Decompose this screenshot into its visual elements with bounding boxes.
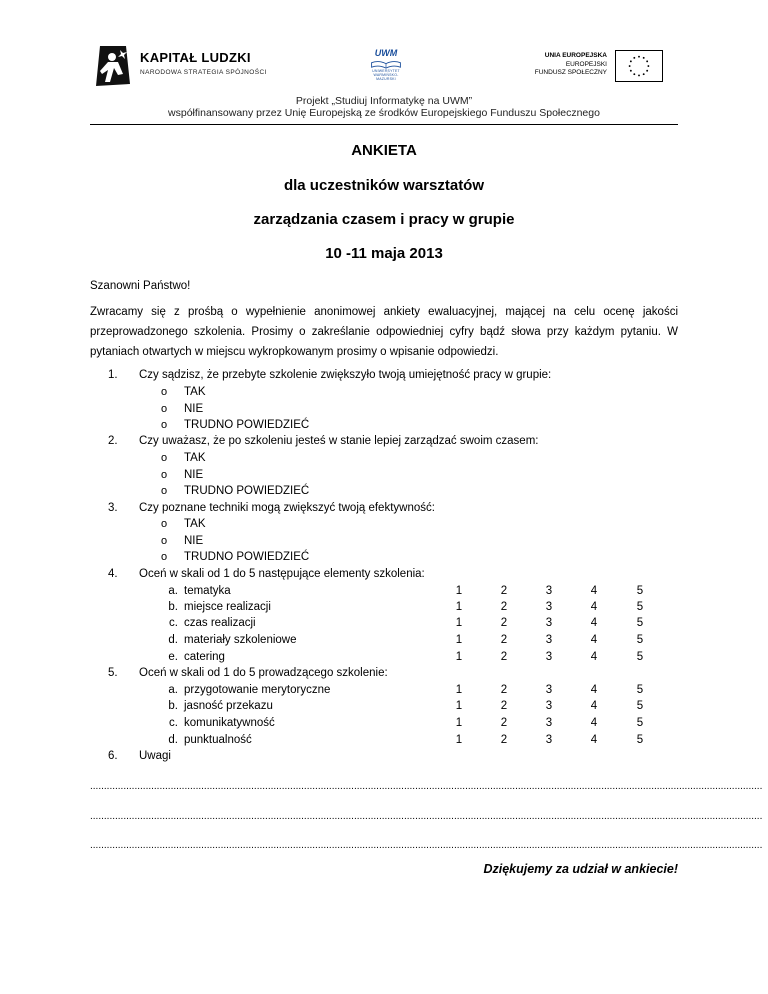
bullet-icon: o — [161, 518, 168, 530]
question-6-text: Uwagi — [139, 750, 171, 762]
rating-4[interactable]: 4 — [590, 717, 598, 729]
question-4-item-e: catering — [184, 651, 225, 663]
question-4-item-c: czas realizacji — [184, 617, 256, 629]
rating-5[interactable]: 5 — [636, 684, 644, 696]
question-5-item-a-letter: a. — [168, 684, 178, 696]
question-5-item-b: jasność przekazu — [184, 700, 273, 712]
eu-line-3: FUNDUSZ SPOŁECZNY — [534, 69, 607, 76]
uwm-logo-subtitle: UNIWERSYTET WARMIŃSKO-MAZURSKI — [372, 69, 400, 81]
rating-1[interactable]: 1 — [455, 684, 463, 696]
rating-2[interactable]: 2 — [500, 634, 508, 646]
rating-3[interactable]: 3 — [545, 601, 553, 613]
bullet-icon: o — [161, 419, 168, 431]
rating-1[interactable]: 1 — [455, 585, 463, 597]
question-4-item-c-letter: c. — [169, 617, 178, 629]
rating-1[interactable]: 1 — [455, 634, 463, 646]
greeting: Szanowni Państwo! — [90, 280, 191, 292]
kapital-ludzki-title: KAPITAŁ LUDZKI — [140, 50, 251, 65]
rating-3[interactable]: 3 — [545, 585, 553, 597]
question-5-text: Oceń w skali od 1 do 5 prowadzącego szkolenie: — [139, 667, 388, 679]
rating-1[interactable]: 1 — [455, 617, 463, 629]
comments-line-1[interactable]: .................................................................................................................................................................................................................................................. — [90, 781, 763, 792]
question-1-text: Czy sądzisz, że przebyte szkolenie zwiększyło twoją umiejętność pracy w grupie: — [139, 369, 552, 381]
rating-3[interactable]: 3 — [545, 700, 553, 712]
rating-2[interactable]: 2 — [500, 700, 508, 712]
question-5-item-b-letter: b. — [168, 700, 178, 712]
thanks-message: Dziękujemy za udział w ankiecie! — [483, 862, 678, 876]
bullet-icon: o — [161, 551, 168, 563]
rating-4[interactable]: 4 — [590, 617, 598, 629]
rating-2[interactable]: 2 — [500, 601, 508, 613]
rating-3[interactable]: 3 — [545, 717, 553, 729]
question-1-option-trudno[interactable]: TRUDNO POWIEDZIEĆ — [184, 419, 310, 431]
bullet-icon: o — [161, 452, 168, 464]
rating-5[interactable]: 5 — [636, 617, 644, 629]
rating-2[interactable]: 2 — [500, 717, 508, 729]
rating-5[interactable]: 5 — [636, 585, 644, 597]
kapital-ludzki-mark-icon — [96, 44, 132, 88]
eu-line-2: EUROPEJSKI — [565, 60, 607, 68]
intro-paragraph: Zwracamy się z prośbą o wypełnienie anonimowej ankiety ewaluacyjnej, mającej na celu ocenę jakości przeprowadzonego szkolenia. Prosimy o zakreślanie odpowiedniej cyfry bądź słowa przy każdym pytaniu. W pytaniach otwartych w miejscu wykropkowanym prosimy o wpisanie odpowiedzi. — [90, 306, 678, 358]
question-2-text: Czy uważasz, że po szkoleniu jesteś w stanie lepiej zarządzać swoim czasem: — [139, 435, 539, 447]
bullet-icon: o — [161, 403, 168, 415]
rating-5[interactable]: 5 — [636, 601, 644, 613]
project-line-1: Projekt „Studiuj Informatykę na UWM” — [295, 95, 473, 107]
rating-3[interactable]: 3 — [545, 651, 553, 663]
survey-subtitle-2: zarządzania czasem i pracy w grupie — [253, 211, 515, 228]
header-divider — [90, 124, 678, 125]
question-5-item-c-letter: c. — [169, 717, 178, 729]
rating-4[interactable]: 4 — [590, 585, 598, 597]
question-3-option-nie[interactable]: NIE — [184, 535, 204, 547]
question-4-item-d: materiały szkoleniowe — [184, 634, 297, 646]
question-6-number: 6. — [108, 750, 118, 762]
question-2-option-trudno[interactable]: TRUDNO POWIEDZIEĆ — [184, 485, 310, 497]
rating-3[interactable]: 3 — [545, 634, 553, 646]
question-4-item-b: miejsce realizacji — [184, 601, 271, 613]
rating-1[interactable]: 1 — [455, 734, 463, 746]
question-3-number: 3. — [108, 502, 118, 514]
survey-subtitle-1: dla uczestników warsztatów — [283, 177, 485, 194]
survey-date: 10 -11 maja 2013 — [325, 245, 443, 262]
rating-2[interactable]: 2 — [500, 734, 508, 746]
uwm-book-icon — [366, 60, 406, 69]
question-1-number: 1. — [108, 369, 118, 381]
question-3-option-trudno[interactable]: TRUDNO POWIEDZIEĆ — [184, 551, 310, 563]
eu-line-1: UNIA EUROPEJSKA — [544, 52, 607, 59]
rating-5[interactable]: 5 — [636, 634, 644, 646]
rating-4[interactable]: 4 — [590, 601, 598, 613]
rating-3[interactable]: 3 — [545, 734, 553, 746]
rating-4[interactable]: 4 — [590, 684, 598, 696]
rating-2[interactable]: 2 — [500, 651, 508, 663]
question-5-number: 5. — [108, 667, 118, 679]
rating-5[interactable]: 5 — [636, 717, 644, 729]
rating-4[interactable]: 4 — [590, 634, 598, 646]
rating-4[interactable]: 4 — [590, 651, 598, 663]
kapital-ludzki-subtitle: NARODOWA STRATEGIA SPÓJNOŚCI — [140, 69, 267, 76]
question-4-item-e-letter: e. — [168, 651, 178, 663]
bullet-icon: o — [161, 485, 168, 497]
question-2-option-tak[interactable]: TAK — [184, 452, 206, 464]
question-4-text: Oceń w skali od 1 do 5 następujące elementy szkolenia: — [139, 568, 425, 580]
eu-logo — [520, 50, 665, 84]
eu-logo-text — [535, 52, 607, 78]
rating-4[interactable]: 4 — [590, 734, 598, 746]
uwm-logo-text: UWM — [374, 48, 398, 58]
rating-2[interactable]: 2 — [500, 684, 508, 696]
question-2-option-nie[interactable]: NIE — [184, 469, 204, 481]
question-4-number: 4. — [108, 568, 118, 580]
question-4-item-a-letter: a. — [168, 585, 178, 597]
question-5-item-d-letter: d. — [168, 734, 178, 746]
rating-5[interactable]: 5 — [636, 734, 644, 746]
rating-2[interactable]: 2 — [500, 617, 508, 629]
comments-line-2[interactable]: .................................................................................................................................................................................................................................................. — [90, 811, 763, 822]
question-5-item-c: komunikatywność — [184, 717, 275, 729]
question-5-item-d: punktualność — [184, 734, 252, 746]
bullet-icon: o — [161, 386, 168, 398]
uwm-logo — [366, 46, 406, 80]
question-2-number: 2. — [108, 435, 118, 447]
rating-5[interactable]: 5 — [636, 700, 644, 712]
comments-line-3[interactable]: .................................................................................................................................................................................................................................................. — [90, 840, 763, 851]
rating-2[interactable]: 2 — [500, 585, 508, 597]
rating-5[interactable]: 5 — [636, 651, 644, 663]
bullet-icon: o — [161, 535, 168, 547]
question-3-option-tak[interactable]: TAK — [184, 518, 206, 530]
question-1-option-nie[interactable]: NIE — [184, 403, 204, 415]
kapital-ludzki-logo — [96, 44, 267, 90]
project-line-2: współfinansowany przez Unię Europejską ze środków Europejskiego Funduszu Społecznego — [168, 107, 600, 119]
bullet-icon: o — [161, 469, 168, 481]
rating-1[interactable]: 1 — [455, 700, 463, 712]
rating-1[interactable]: 1 — [455, 651, 463, 663]
question-5-item-a: przygotowanie merytoryczne — [184, 684, 331, 696]
survey-title: ANKIETA — [351, 142, 417, 159]
question-4-item-d-letter: d. — [168, 634, 178, 646]
question-3-text: Czy poznane techniki mogą zwiększyć twoją efektywność: — [139, 502, 435, 514]
eu-flag-icon — [615, 50, 663, 82]
rating-1[interactable]: 1 — [455, 601, 463, 613]
question-4-item-b-letter: b. — [168, 601, 178, 613]
question-1-option-tak[interactable]: TAK — [184, 386, 206, 398]
rating-3[interactable]: 3 — [545, 684, 553, 696]
rating-3[interactable]: 3 — [545, 617, 553, 629]
question-4-item-a: tematyka — [184, 585, 231, 597]
rating-4[interactable]: 4 — [590, 700, 598, 712]
rating-1[interactable]: 1 — [455, 717, 463, 729]
